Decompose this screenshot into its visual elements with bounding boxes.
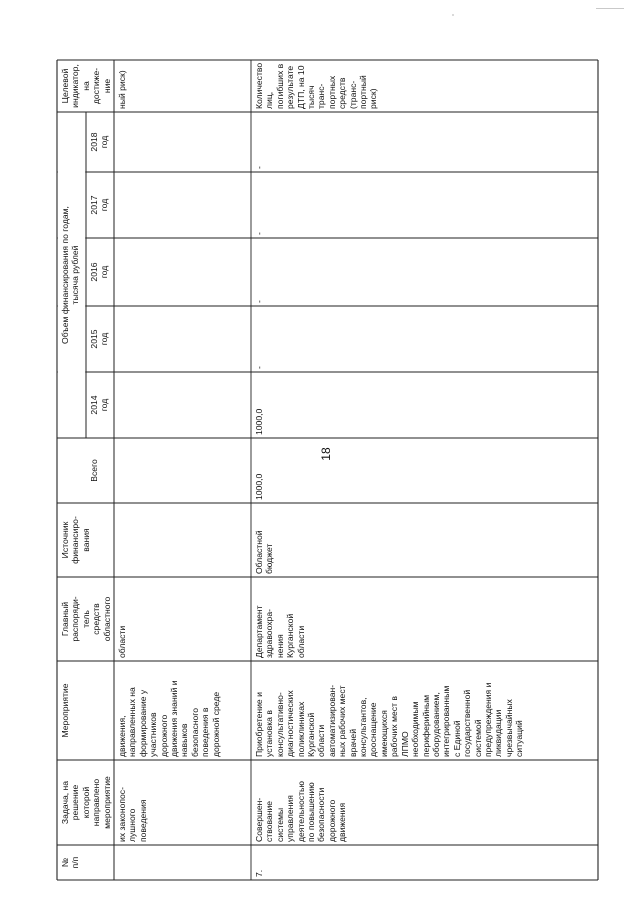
header-total-cell (86, 438, 114, 503)
header-total: Всего (89, 459, 99, 482)
row1-manager: области (117, 625, 127, 658)
row2-task: Совершен- ствование системы управления деятельностью по повышению безопасности дорожного движения (254, 781, 348, 842)
header-target-cell (57, 60, 114, 112)
row1-y2017-cell (114, 172, 251, 238)
header-y2015: 2015 год (89, 329, 110, 349)
row2-measure: Приобретение и установка в консультативно- диагностических поликлиниках Курганской области автоматизирован- ных рабочих мест врачей консультантов, дооснащение имеющихся рабочих мест в ЛПМО необходимым периферийным оборудованием, интегрированным с Единой государственной системой предупреждения и ликвидации чрезвычайных ситуаций (254, 682, 525, 757)
header-task-cell (57, 760, 114, 845)
header-manager: Главный распоряди- тель средств областного (60, 596, 112, 642)
header-source-cell (57, 503, 114, 577)
row1-total-cell (114, 438, 251, 503)
row1-measure-cell (114, 661, 251, 760)
row1-measure: движения, направленных на формирование у участников дорожного движения знаний и навыков безопасного поведения в дорожной среде (117, 680, 221, 757)
header-num: № п/п (60, 856, 81, 869)
row1-y2014-cell (114, 372, 251, 438)
row1-y2016 (117, 241, 250, 303)
header-y2017: 2017 год (89, 195, 110, 215)
row1-source (117, 506, 250, 574)
row1-source-cell (114, 503, 251, 577)
row2-manager-cell (251, 577, 598, 661)
row2-total-cell (251, 438, 598, 503)
row2-manager: Департамент здравоохра- нения Курганской области (254, 605, 306, 658)
row1-task-cell (114, 760, 251, 845)
row2-total: 1000,0 (254, 473, 264, 500)
row1-task: их законопос- лушного поведения (117, 787, 148, 842)
row1-y2014 (117, 375, 250, 435)
row1-manager-cell (114, 577, 251, 661)
header-funding-group-cell (57, 112, 86, 438)
header-target: Целевой индикатор, на достиже- ние (60, 64, 112, 108)
row2-y2014-cell (251, 372, 598, 438)
row1-target-cell (114, 60, 251, 112)
row1-y2015 (117, 309, 250, 369)
header-y2017-cell (86, 172, 114, 238)
header-num-cell (57, 845, 114, 880)
header-y2016-cell (86, 238, 114, 306)
row2-y2017: - (254, 232, 264, 235)
header-y2014-cell (86, 372, 114, 438)
header-measure: Мероприятие (60, 683, 70, 738)
header-measure-cell (57, 661, 114, 760)
row2-y2016: - (254, 300, 264, 303)
row1-y2017 (117, 175, 250, 235)
row2-num: 7. (254, 869, 264, 877)
header-y2016: 2016 год (89, 262, 110, 282)
row1-num (117, 848, 250, 877)
header-funding-group: Объем финансирования по годам, тысяча рублей (60, 206, 81, 344)
header-manager-cell (57, 577, 114, 661)
page-number: 18 (319, 447, 333, 461)
row2-y2015-cell (251, 306, 598, 372)
row2-y2017-cell (251, 172, 598, 238)
header-y2018-cell (86, 112, 114, 172)
row2-target-cell (251, 60, 598, 112)
row1-total (117, 441, 250, 500)
row1-y2015-cell (114, 306, 251, 372)
row1-num-cell (114, 845, 251, 880)
row2-source: Областной бюджет (254, 530, 275, 574)
row2-y2018: - (254, 166, 264, 169)
header-source: Источник финансиро- вания (60, 516, 91, 564)
header-task: Задача, на решение которой направлено мероприятие (60, 776, 112, 829)
header-y2018: 2018 год (89, 132, 110, 152)
header-y2014: 2014 год (89, 395, 110, 415)
row1-y2018-cell (114, 112, 251, 172)
row2-target: Количество лиц, погибших в результате ДТП, на 10 тысяч транс- портных средств (транс- портный риск) (254, 62, 379, 109)
row1-y2016-cell (114, 238, 251, 306)
row1-y2018 (117, 115, 250, 169)
row2-num-cell (251, 845, 598, 880)
row2-task-cell (251, 760, 598, 845)
row2-y2014: 1000,0 (254, 408, 264, 435)
row2-y2015: - (254, 366, 264, 369)
row2-measure-cell (251, 661, 598, 760)
row1-target: ный риск) (117, 70, 127, 109)
row2-y2016-cell (251, 238, 598, 306)
row2-source-cell (251, 503, 598, 577)
header-y2015-cell (86, 306, 114, 372)
row2-y2018-cell (251, 112, 598, 172)
